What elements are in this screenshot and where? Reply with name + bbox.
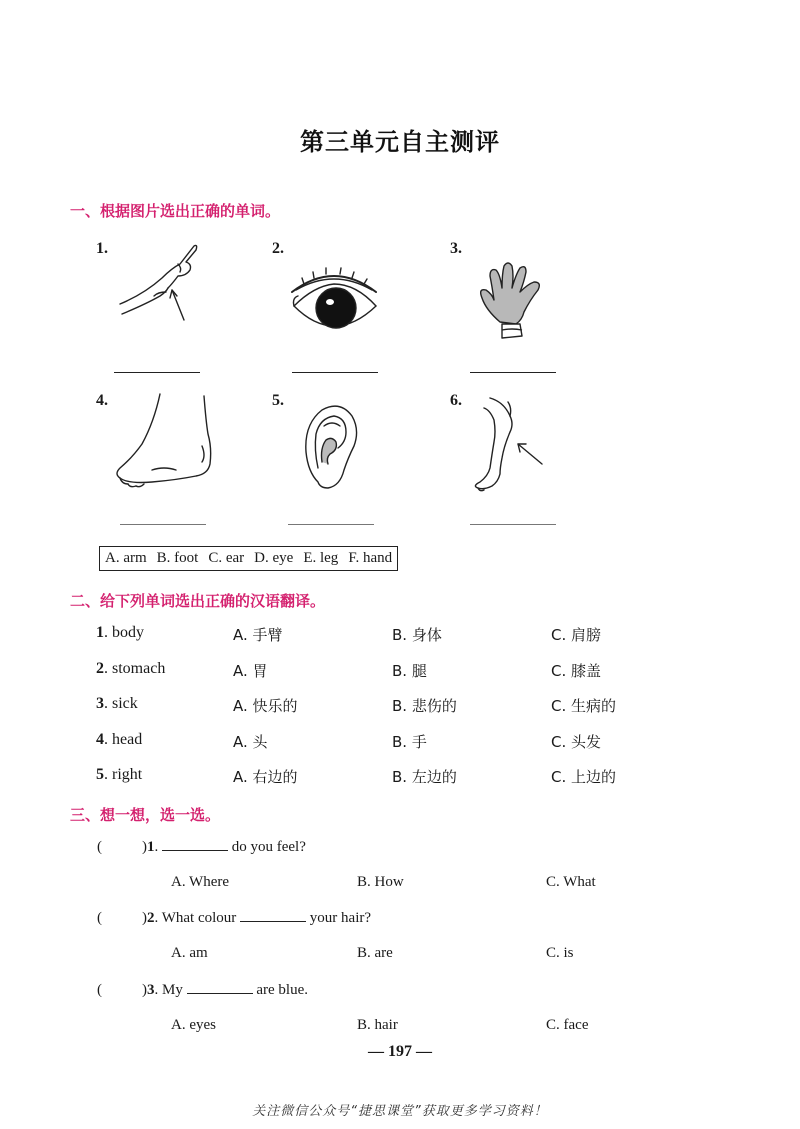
q3-choice-a[interactable]: A. eyes: [171, 1017, 216, 1033]
row-2-choice-b[interactable]: B. 腿: [392, 662, 427, 680]
row-5-choice-a[interactable]: A. 右边的: [233, 768, 298, 786]
row-4-choice-c[interactable]: C. 头发: [551, 733, 602, 751]
item-5-number: 5.: [272, 392, 284, 409]
page-number: — 197 —: [368, 1043, 432, 1060]
question-3: ( )3. My are blue.: [97, 982, 308, 998]
translation-row-5: 5. right: [96, 766, 143, 783]
translation-row-2: 2. stomach: [96, 660, 166, 677]
q1-choice-b[interactable]: B. How: [357, 874, 404, 890]
q2-choice-a[interactable]: A. am: [171, 945, 208, 961]
answer-blank-2[interactable]: [292, 372, 378, 373]
q2-fill-blank[interactable]: [240, 920, 306, 922]
row-1-choice-b[interactable]: B. 身体: [392, 626, 442, 644]
question-2: ( )2. What colour your hair?: [97, 910, 372, 926]
ear-icon: [300, 402, 360, 492]
row-3-choice-c[interactable]: C. 生病的: [551, 697, 617, 715]
option-d: D. eye: [254, 550, 294, 566]
section1-heading: 一、根据图片选出正确的单词。: [70, 202, 281, 220]
answer-blank-4[interactable]: [120, 524, 206, 525]
q3-fill-blank[interactable]: [187, 992, 253, 994]
row-5-choice-c[interactable]: C. 上边的: [551, 768, 617, 786]
row-5-choice-b[interactable]: B. 左边的: [392, 768, 457, 786]
footer-note: 关注微信公众号“捷思课堂”获取更多学习资料！: [252, 1104, 548, 1119]
word-options-box: [99, 546, 398, 571]
answer-blank-6[interactable]: [470, 524, 556, 525]
translation-row-4: 4. head: [96, 731, 143, 748]
item-2-number: 2.: [272, 240, 284, 257]
row-4-choice-a[interactable]: A. 头: [233, 733, 268, 751]
row-1-choice-c[interactable]: C. 肩膀: [551, 626, 602, 644]
row-2-choice-c[interactable]: C. 膝盖: [551, 662, 602, 680]
eye-icon: [284, 262, 384, 342]
answer-blank-1[interactable]: [114, 372, 200, 373]
q2-choice-b[interactable]: B. are: [357, 945, 393, 961]
q1-fill-blank[interactable]: [162, 849, 228, 851]
item-3-number: 3.: [450, 240, 462, 257]
option-b: B. foot: [156, 550, 199, 566]
leg-icon: [470, 394, 560, 494]
row-2-choice-a[interactable]: A. 胃: [233, 662, 268, 680]
question-1: ( )1. do you feel?: [97, 839, 306, 855]
translation-row-1: 1. body: [96, 624, 144, 641]
answer-blank-3[interactable]: [470, 372, 556, 373]
q1-choice-a[interactable]: A. Where: [171, 874, 230, 890]
option-a: A. arm: [105, 550, 147, 566]
item-1-number: 1.: [96, 240, 108, 257]
row-3-choice-a[interactable]: A. 快乐的: [233, 697, 298, 715]
q2-choice-c[interactable]: C. is: [546, 945, 574, 961]
section3-heading: 三、想一想，选一选。: [70, 806, 221, 824]
translation-row-3: 3. sick: [96, 695, 138, 712]
arm-icon: [114, 240, 204, 330]
hand-icon: [472, 258, 552, 348]
option-f: F. hand: [348, 550, 393, 566]
page-title: 第三单元自主测评: [300, 128, 500, 156]
row-1-choice-a[interactable]: A. 手臂: [233, 626, 283, 644]
foot-icon: [112, 392, 222, 502]
option-c: C. ear: [208, 550, 245, 566]
item-6-number: 6.: [450, 392, 462, 409]
row-4-choice-b[interactable]: B. 手: [392, 733, 427, 751]
section2-heading: 二、给下列单词选出正确的汉语翻译。: [70, 592, 326, 610]
q1-choice-c[interactable]: C. What: [546, 874, 596, 890]
option-e: E. leg: [303, 550, 339, 566]
answer-blank-5[interactable]: [288, 524, 374, 525]
item-4-number: 4.: [96, 392, 108, 409]
q3-choice-c[interactable]: C. face: [546, 1017, 589, 1033]
row-3-choice-b[interactable]: B. 悲伤的: [392, 697, 457, 715]
q3-choice-b[interactable]: B. hair: [357, 1017, 398, 1033]
